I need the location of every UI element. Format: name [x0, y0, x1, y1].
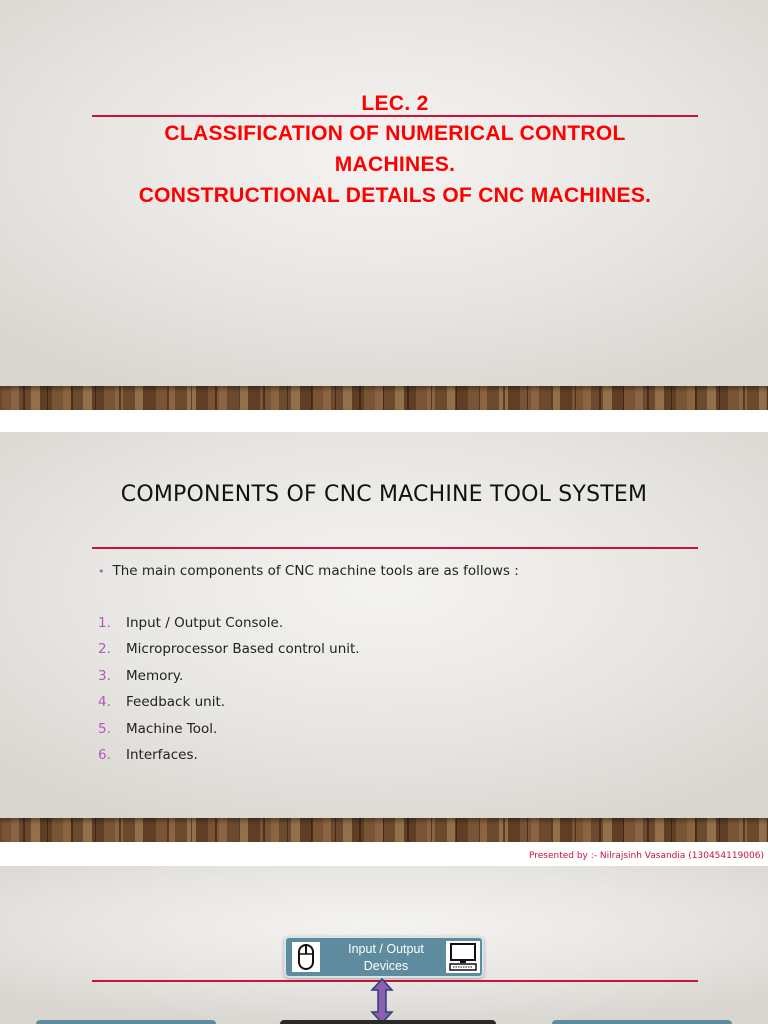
title-rule: [92, 115, 698, 117]
list-item: [98, 641, 360, 667]
io-devices-label: [326, 941, 446, 975]
title-slide: [0, 0, 768, 410]
list-number: 5.: [98, 720, 111, 737]
components-slide: [0, 432, 768, 842]
lecture-number: LEC. 2: [361, 92, 429, 115]
wood-floor-strip: [0, 818, 768, 842]
list-label: Memory.: [126, 667, 184, 684]
presenter-credit: Presented by :- Nilrajsinh Vasandia (130454119006): [528, 851, 764, 861]
list-label: Feedback unit.: [126, 694, 226, 711]
title-line-2: MACHINES.: [334, 153, 456, 176]
slide-title: COMPONENTS OF CNC MACHINE TOOL SYSTEM: [120, 482, 648, 507]
next-diagram-boxes: [0, 1020, 768, 1024]
title-rule: [92, 547, 698, 549]
list-number: 4.: [98, 694, 111, 711]
title-line-3: CONSTRUCTIONAL DETAILS OF CNC MACHINES.: [138, 184, 652, 207]
computer-icon: [446, 941, 480, 973]
list-item: [98, 747, 360, 773]
io-label-line-1: Input / Output: [348, 942, 424, 956]
list-label: Machine Tool.: [126, 720, 218, 737]
list-label: Microprocessor Based control unit.: [126, 641, 360, 658]
list-number: 3.: [98, 667, 111, 684]
list-item: [98, 694, 360, 720]
title-line-1: CLASSIFICATION OF NUMERICAL CONTROL: [164, 122, 626, 145]
list-item: [98, 615, 360, 641]
list-item: [98, 668, 360, 694]
double-arrow-icon: [370, 978, 394, 1024]
bullet-icon: •: [98, 565, 105, 578]
list-number: 2.: [98, 641, 111, 658]
mouse-icon: [292, 942, 320, 972]
list-item: [98, 721, 360, 747]
list-number: 6.: [98, 746, 111, 763]
diagram-box-right: [552, 1020, 732, 1024]
title-rule: [92, 980, 698, 982]
components-list: [98, 615, 360, 773]
diagram-box-center: [280, 1020, 496, 1024]
diagram-slide: [0, 866, 768, 1024]
intro-sentence: The main components of CNC machine tools are as follows :: [112, 563, 519, 579]
list-number: 1.: [98, 615, 111, 631]
wood-floor-strip: [0, 386, 768, 410]
input-output-devices-box: [284, 936, 484, 978]
diagram-box-left: [36, 1020, 216, 1024]
list-label: Interfaces.: [126, 746, 198, 763]
io-label-line-2: Devices: [363, 959, 409, 973]
intro-text: [98, 563, 519, 579]
list-label: Input / Output Console.: [126, 615, 284, 631]
